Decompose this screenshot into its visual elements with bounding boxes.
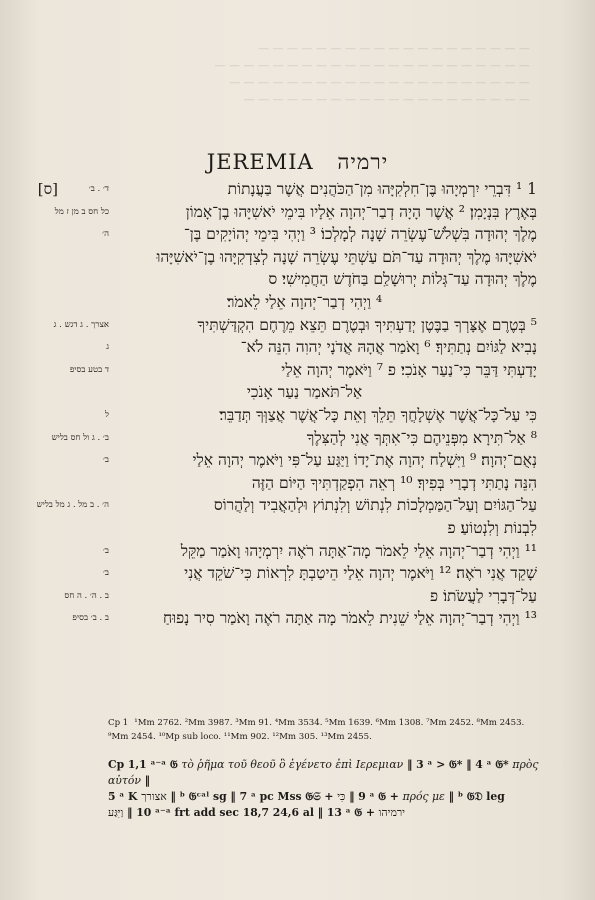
hebrew-verse-text: אַל־תֹּאמַר נַעַר אָנֹכִי — [246, 383, 363, 402]
hebrew-verse-text: ¹³ וַיְהִי דְבַר־יְהוָה אֵלַי שֵׁנִית לֵאמֹר מָה אַתָּה רֹאֶה וָאֹמַר סִיר נָפוּחַ — [163, 609, 537, 628]
apparatus-hebrew: וַיִּגַּע — [108, 806, 124, 819]
hebrew-verse-text: הִנֵּה נָתַתִּי דְבָרַי בְּפִיךָ׃ ¹⁰ רְאֵה הִפְקַדְתִּיךָ הַיּוֹם הַזֶּה — [251, 473, 537, 492]
apparatus-greek: πρὸς αὐτόν — [108, 758, 539, 787]
hebrew-verse-text: מֶלֶךְ יְהוּדָה עַד־גְּלוֹת יְרוּשָׁלַ͏ִם בַּחֹדֶשׁ הַחֲמִישִׁי׃ ס — [268, 270, 537, 289]
text-line — [0, 427, 595, 450]
text-line — [0, 562, 595, 585]
hebrew-verse-text: נְאֻם־יְהוָה׃ ⁹ וַיִּשְׁלַח יְהוָה אֶת־יָדוֹ וַיַּגַּע עַל־פִּי וַיֹּאמֶר יְהוָה אֵלַי — [192, 451, 537, 470]
text-line — [0, 291, 595, 314]
masora-margin-note: ג — [106, 342, 109, 353]
apparatus-hebrew: כִּי — [337, 790, 346, 803]
masora-margin-note: ה׳ — [102, 229, 109, 240]
apparatus-segment: 5 ᵃ K — [108, 790, 138, 803]
masora-margin-note: אצרך . ג דגש . ג — [53, 319, 109, 330]
apparatus-segment: ‖ 9 ᵃ 𝔊 + — [349, 790, 399, 803]
text-block — [0, 178, 595, 630]
title-hebrew: ירמיה — [337, 150, 389, 174]
hebrew-verse-text: ¹¹ וַיְהִי דְבַר־יְהוָה אֵלַי לֵאמֹר מָה־אַתָּה רֹאֶה יִרְמְיָהוּ וָאֹמַר מַקֵּל — [180, 541, 537, 560]
hebrew-verse-text: מֶלֶךְ יְהוּדָה בִּשְׁלֹשׁ־עֶשְׂרֵה שָׁנָה לְמָלְכוֹ׃ ³ וַיְהִי בִּימֵי יְהוֹיָקִים בֶּן־ — [183, 225, 537, 244]
apparatus-segment: ‖ ᵇ 𝔊ᶜᵃˡ sg ‖ 7 ᵃ pc Mss 𝔊𝔖 + — [170, 790, 334, 803]
text-line — [0, 607, 595, 630]
masora-margin-note: ל — [105, 409, 109, 420]
hebrew-verse-text: יֹאשִׁיָּהוּ מֶלֶךְ יְהוּדָה עַד־תֹּם עַשְׁתֵּי עֶשְׂרֵה שָׁנָה לְצִדְקִיָּהוּ בֶן־יֹאשִׁיָּהוּ — [156, 247, 537, 266]
text-line — [0, 404, 595, 427]
text-line — [0, 223, 595, 246]
apparatus-segment: ‖ 3 ᵃ > 𝔊* ‖ 4 ᵃ 𝔊* — [407, 758, 509, 771]
masora-line-2: ⁹Mm 2454. ¹⁰Mp sub loco. ¹¹Mm 902. ¹²Mm 305. ¹³Mm 2455. — [108, 732, 372, 742]
masora-label: Cp 1 — [108, 718, 129, 728]
apparatus-hebrew: ירמיהו — [378, 806, 406, 819]
text-line — [0, 381, 595, 404]
masora-margin-note: ד׳ . ב׳ — [88, 184, 109, 194]
bleed-through-text: — — — — — — — — — — — — — — — — — — — — — — — — — — — — — — — — — — — — — — — — — — — — — — — — — — — — — — — — — — — — — — — — — — — — — — — — — — — — — — — — — — — [214, 42, 530, 106]
apparatus-segment: ‖ 10 ᵃ⁻ᵃ frt add sec 18,7 24,6 al ‖ 13 ᵃ 𝔊 + — [127, 806, 375, 819]
apparatus-greek: τὸ ῥῆμα τοῦ θεοῦ ὃ ἐγένετο ἐπὶ Ιερεμιαν — [181, 758, 404, 771]
hebrew-verse-text: ⁴ וַיְהִי דְבַר־יְהוָה אֵלַי לֵאמֹר׃ — [226, 292, 383, 311]
apparatus-hebrew: אצורך — [141, 790, 167, 803]
apparatus-greek: πρός με — [402, 790, 445, 803]
apparatus-segment: ‖ ᵇ 𝔊𝔇 leg — [448, 790, 505, 803]
text-line — [0, 268, 595, 291]
apparatus-segment: ‖ — [144, 774, 151, 787]
text-line — [0, 585, 595, 608]
text-line — [0, 246, 595, 269]
text-line — [0, 178, 595, 201]
text-line — [0, 336, 595, 359]
hebrew-verse-text: יָדַעְתִּי דַּבֵּר כִּי־נַעַר אָנֹכִי׃ פ ⁷ וַיֹּאמֶר יְהוָה אֵלַי — [281, 360, 537, 379]
critical-apparatus — [108, 757, 548, 821]
masora-margin-note: ה׳ . ב מל . ג מל בליש — [36, 500, 109, 511]
hebrew-verse-text: ⁵ בְּטֶרֶם אֶצָּרְךָ בַבֶּטֶן יְדַעְתִּיךָ וּבְטֶרֶם תֵּצֵא מֵרֶחֶם הִקְדַּשְׁתִּיךָ — [197, 315, 537, 334]
apparatus-segment: Cp 1,1 ᵃ⁻ᵃ 𝔊 — [108, 758, 178, 771]
masora-notes — [108, 716, 548, 744]
masora-line-1: ¹Mm 2762. ²Mm 3987. ³Mm 91. ⁴Mm 3534. ⁵Mm 1639. ⁶Mm 1308. ⁷Mm 2452. ⁸Mm 2453. — [134, 718, 525, 728]
text-line — [0, 449, 595, 472]
text-line — [0, 314, 595, 337]
text-line — [0, 472, 595, 495]
masora-margin-note: ב׳ — [102, 545, 109, 556]
hebrew-verse-text: 1 ¹ דִּבְרֵי יִרְמְיָהוּ בֶּן־חִלְקִיָּהוּ מִן־הַכֹּהֲנִים אֲשֶׁר בַּעֲנָתוֹת — [227, 180, 537, 198]
masora-margin-note: ב׳ — [102, 455, 109, 466]
hebrew-verse-text: בְּאֶרֶץ בִּנְיָמִן׃ ² אֲשֶׁר הָיָה דְבַר־יְהוָה אֵלָיו בִּימֵי יֹאשִׁיָּהוּ בֶן־אָמוֹן — [185, 202, 537, 221]
title-latin: JEREMIA — [206, 150, 314, 174]
masora-margin-note: ב׳ — [102, 568, 109, 579]
page-title — [0, 150, 595, 175]
hebrew-verse-text: נָבִיא לַגּוֹיִם נְתַתִּיךָ׃ ⁶ וָאֹמַר אֲהָהּ אֲדֹנָי יְהוִה הִנֵּה לֹא־ — [240, 338, 537, 357]
text-line — [0, 494, 595, 517]
masora-margin-note: כל חס ב מן ז מל — [54, 206, 109, 217]
text-line — [0, 201, 595, 224]
hebrew-verse-text: כִּי עַל־כָּל־אֲשֶׁר אֶשְׁלָחֲךָ תֵּלֵךְ וְאֵת כָּל־אֲשֶׁר אֲצַוְּךָ תְּדַבֵּר׃ — [219, 405, 537, 424]
masora-margin-note: ב . ה׳ . ה חס — [64, 590, 109, 601]
masora-margin-note: ב׳ . ג ול חס בליש — [51, 432, 109, 443]
text-line — [0, 359, 595, 382]
hebrew-verse-text: לִבְנוֹת וְלִנְטוֹעַ׃ פ — [447, 518, 537, 537]
hebrew-verse-text: עַל־הַגּוֹיִם וְעַל־הַמַּמְלָכוֹת לִנְתוֹשׁ וְלִנְתוֹץ וּלְהַאֲבִיד וְלַהֲרוֹס — [213, 496, 537, 515]
hebrew-verse-text: שָׁקֵד אֲנִי רֹאֶה׃ ¹² וַיֹּאמֶר יְהוָה אֵלַי הֵיטַבְתָּ לִרְאוֹת כִּי־שֹׁקֵד אֲנִי — [184, 564, 537, 583]
hebrew-verse-text: עַל־דְּבָרִי לַעֲשֹׂתוֹ׃ פ — [430, 586, 537, 605]
masora-margin-note: ב . ב׳ בסיפ — [72, 613, 109, 624]
text-line — [0, 540, 595, 563]
section-marker: [ס] — [37, 180, 58, 198]
text-line — [0, 517, 595, 540]
hebrew-verse-text: ⁸ אַל־תִּירָא מִפְּנֵיהֶם כִּי־אִתְּךָ אֲנִי לְהַצִּלֶךָ — [306, 428, 537, 447]
masora-margin-note: ד בטע בסיפ — [69, 364, 109, 375]
